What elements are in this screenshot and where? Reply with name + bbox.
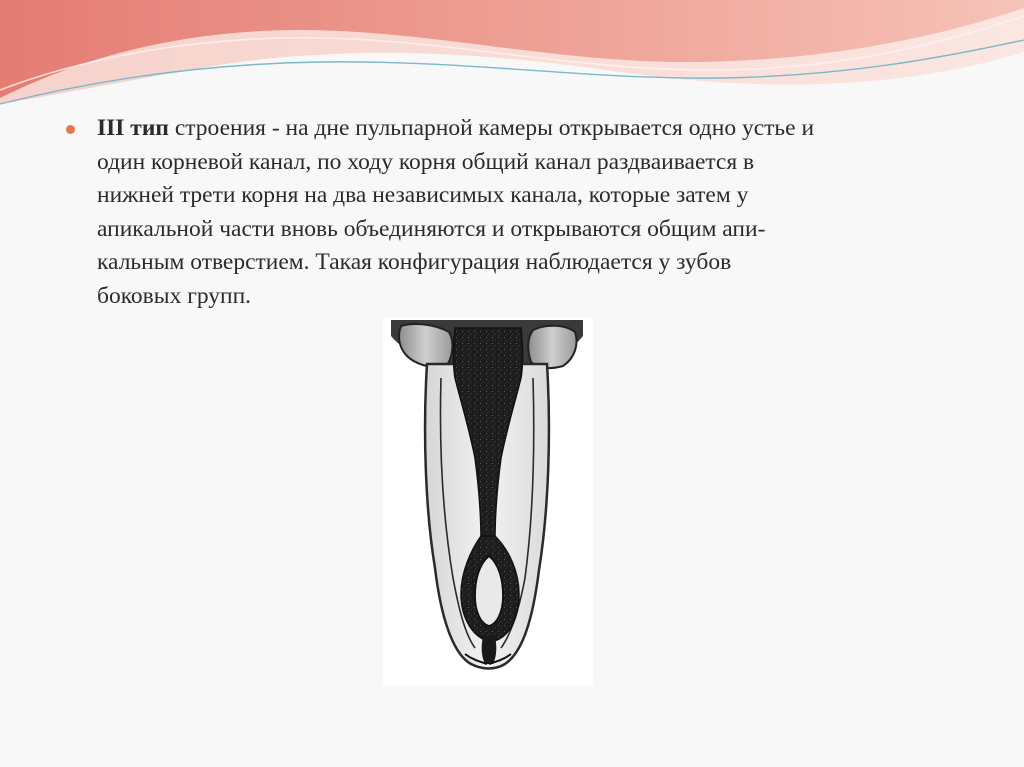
paragraph-lead: III тип — [97, 115, 169, 141]
header-wave-decoration — [0, 0, 1024, 120]
paragraph-line: апикальной части вновь объединяются и открываются общим апи- — [97, 215, 766, 242]
paragraph-line: кальным отверстием. Такая конфигурация наблюдается у зубов — [97, 249, 732, 276]
paragraph-line: один корневой канал, по ходу корня общий канал раздваивается в — [97, 148, 755, 175]
paragraph-line: боковых групп. — [97, 282, 252, 309]
bullet-dot — [66, 125, 75, 134]
bullet-paragraph — [97, 112, 927, 314]
paragraph-line: строения - на дне пульпарной камеры открывается одно устье и — [168, 115, 815, 141]
paragraph-line: нижней трети корня на два независимых канала, которые затем у — [97, 182, 749, 209]
tooth-root-canal-figure — [383, 318, 593, 686]
tooth-root-canal-diagram-icon — [383, 318, 593, 686]
